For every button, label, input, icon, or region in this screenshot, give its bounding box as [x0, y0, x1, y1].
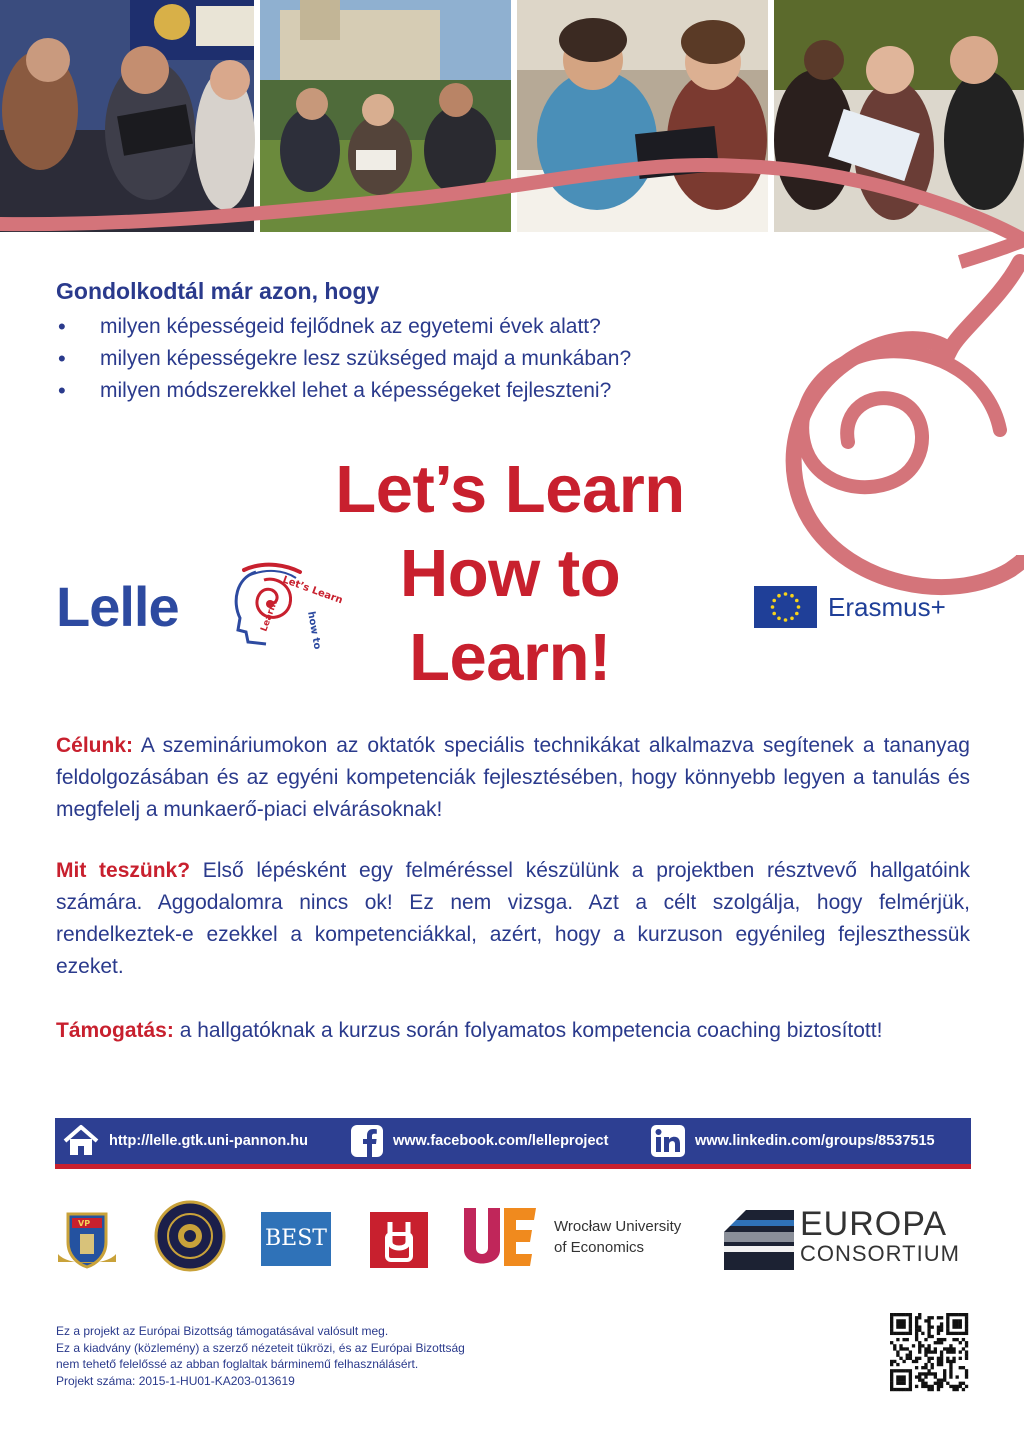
europa-line-1: EUROPA — [800, 1205, 948, 1243]
ue-logo-icon — [462, 1206, 538, 1268]
wroclaw-line-1: Wrocław University — [554, 1218, 682, 1235]
europa-consortium-icon — [724, 1210, 794, 1270]
website-link-text: http://lelle.gtk.uni-pannon.hu — [109, 1133, 308, 1149]
section-lead: Célunk: — [56, 734, 134, 757]
lelle-logo — [56, 560, 345, 655]
linkedin-icon — [651, 1125, 685, 1157]
list-item: • milyen képességeid fejlődnek az egyetemi évek alatt? — [56, 311, 816, 343]
section-text: A szemináriumokon az oktatók speciális technikákat alkalmazva segítenek a tananyag feldolgozásában és az egyéni kompetenciák fejlesztésében, hogy könnyebb legyen a tanulás és megfelelj a munkaerő-piaci elvárásoknak! — [56, 734, 970, 821]
facebook-link[interactable] — [351, 1118, 608, 1164]
footer-disclaimer — [56, 1323, 576, 1389]
section-what-we-do — [56, 855, 970, 983]
title-line-2: How to — [399, 536, 621, 611]
wroclaw-university-text — [554, 1216, 681, 1258]
links-bar-underline — [55, 1164, 971, 1169]
section-goal — [56, 730, 970, 826]
erasmus-logo — [754, 586, 984, 630]
photo-students-tablet — [0, 0, 254, 232]
pannon-crest-icon — [54, 1204, 120, 1270]
svg-text:Let’s Learn: Let’s Learn — [280, 574, 345, 607]
list-item: • milyen képességekre lesz szükséged majd a munkában? — [56, 343, 816, 375]
section-lead: Mit teszünk? — [56, 859, 191, 882]
faculty-seal-icon — [154, 1200, 226, 1272]
photo-students-lawn — [260, 0, 511, 232]
university-logo-icon — [370, 1212, 428, 1268]
linkedin-link-text: www.linkedin.com/groups/8537515 — [695, 1133, 935, 1149]
footer-line: Projekt száma: 2015-1-HU01-KA203-013619 — [56, 1373, 295, 1388]
section-lead: Támogatás: — [56, 1019, 174, 1042]
facebook-icon — [351, 1125, 383, 1157]
section-text: Első lépésként egy felméréssel készülünk a projektben résztvevő hallgatóink számára. Aggodalomra nincs ok! Ez nem vizsga. Azt a célt szolgálja, hogy felmérjük, rendelkeztek-e ezekkel a kompetenciákkal, azért, hogy a kurzuson egyénileg fejleszthessük ezeket. — [56, 859, 971, 978]
linkedin-link[interactable] — [651, 1118, 935, 1164]
list-item: • milyen módszerekkel lehet a képességeket fejleszteni? — [56, 375, 816, 407]
europa-line-2: CONSORTIUM — [800, 1241, 960, 1266]
photo-students-smiling — [517, 0, 768, 232]
intro-list — [56, 311, 816, 407]
intro-block — [56, 278, 816, 407]
photo-students-brochure — [774, 0, 1024, 232]
footer-line: Ez a kiadvány (közlemény) a szerző nézeteit tükrözi, és az Európai Bizottság — [56, 1340, 465, 1355]
section-support — [56, 1015, 970, 1047]
lelle-head-icon — [226, 560, 345, 655]
home-icon — [63, 1125, 99, 1157]
links-bar — [55, 1118, 971, 1164]
website-link[interactable] — [63, 1118, 308, 1164]
footer-line: nem tehető felelőssé az abban foglaltak bárminemű felhasználásért. — [56, 1357, 419, 1371]
section-text: a hallgatóknak a kurzus során folyamatos kompetencia coaching biztosított! — [173, 1019, 883, 1042]
erasmus-label: Erasmus+ — [828, 592, 946, 622]
svg-text:how to: how to — [305, 610, 323, 651]
title-line-1: Let’s Learn — [335, 452, 685, 527]
svg-text:VP: VP — [78, 1219, 91, 1228]
photo-strip — [0, 0, 1024, 232]
title-line-3: Learn! — [409, 620, 611, 695]
best-logo: BEST — [261, 1212, 331, 1266]
lelle-wordmark: Lelle — [56, 575, 179, 638]
page-title — [290, 448, 730, 700]
qr-code-icon[interactable] — [890, 1313, 968, 1391]
europa-consortium-text — [800, 1206, 960, 1266]
facebook-link-text: www.facebook.com/lelleproject — [393, 1133, 609, 1149]
svg-text:Learn!: Learn! — [259, 598, 281, 634]
partner-logos — [54, 1200, 974, 1275]
eu-flag-icon — [754, 586, 817, 628]
wroclaw-line-2: of Economics — [554, 1239, 645, 1256]
footer-line: Ez a projekt az Európai Bizottság támogatásával valósult meg. — [56, 1324, 389, 1338]
intro-heading: Gondolkodtál már azon, hogy — [56, 278, 380, 304]
